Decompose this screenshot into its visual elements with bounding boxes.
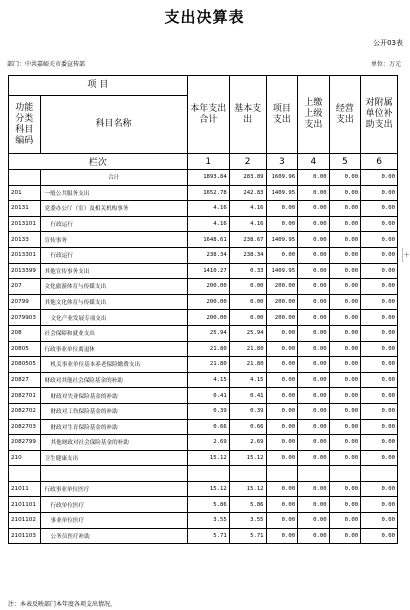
row-value-4: 0.00 (298, 450, 330, 466)
row-value-1: 1652.78 (187, 185, 229, 201)
report-title: 支出决算表 (164, 8, 245, 26)
row-value-4: 0.00 (298, 170, 330, 186)
table-row (9, 201, 398, 217)
row-value-5: 0.00 (329, 528, 361, 544)
row-value-4: 0.00 (298, 216, 330, 232)
row-value-5: 0.00 (329, 450, 361, 466)
row-value-3: 1409.95 (266, 185, 298, 201)
row-value-3: 200.00 (266, 294, 298, 310)
table-row (9, 216, 398, 232)
row-value-4: 0.00 (298, 247, 330, 263)
row-value-1: 0.39 (187, 403, 229, 419)
row-value-5: 0.00 (329, 216, 361, 232)
department-label: 部门：中共嘉峪关市委宣传部 (7, 61, 86, 68)
row-code: 20799 (9, 294, 41, 310)
table-row (9, 372, 398, 388)
table-row (9, 466, 398, 482)
row-value-3: 200.00 (266, 310, 298, 326)
row-value-2: 283.89 (229, 170, 266, 186)
row-value-1: 1410.27 (187, 263, 229, 279)
row-code: 2101103 (9, 528, 41, 544)
table-row (9, 170, 398, 186)
table-row (9, 497, 398, 513)
row-value-1: 15.12 (187, 481, 229, 497)
row-value-6: 0.00 (361, 481, 398, 497)
row-value-5: 0.00 (329, 279, 361, 295)
row-name: 社会保障和就业支出 (40, 325, 187, 341)
row-value-6: 0.00 (361, 279, 398, 295)
row-value-6: 0.00 (361, 216, 398, 232)
row-value-3: 0.00 (266, 435, 298, 451)
row-code: 20131 (9, 201, 41, 217)
row-value-3: 0.00 (266, 513, 298, 529)
row-value-5: 0.00 (329, 435, 361, 451)
row-code (9, 466, 41, 482)
table-row (9, 513, 398, 529)
row-value-5: 0.00 (329, 294, 361, 310)
row-value-5: 0.00 (329, 247, 361, 263)
table-row (9, 481, 398, 497)
seq-label: 栏次 (9, 154, 188, 170)
row-value-5: 0.00 (329, 341, 361, 357)
table-row (9, 341, 398, 357)
row-value-6: 0.00 (361, 247, 398, 263)
row-value-1: 238.34 (187, 247, 229, 263)
row-name: 财政对工伤保险基金的补助 (40, 403, 187, 419)
row-code: 201 (9, 185, 41, 201)
seq-4: 4 (298, 154, 330, 170)
row-name: 财政对失业保险基金的补助 (40, 388, 187, 404)
row-value-4: 0.00 (298, 435, 330, 451)
row-value-2: 5.86 (229, 497, 266, 513)
row-code: 2013399 (9, 263, 41, 279)
row-value-3: 1609.96 (266, 170, 298, 186)
row-value-6: 0.00 (361, 528, 398, 544)
seq-5: 5 (329, 154, 361, 170)
row-value-4: 0.00 (298, 310, 330, 326)
row-value-5: 0.00 (329, 357, 361, 373)
table-row (9, 185, 398, 201)
row-name: 其他文化体育与传媒支出 (40, 294, 187, 310)
table-row (9, 247, 398, 263)
col-header-total: 本年支出合计 (187, 76, 229, 154)
row-code: 2101102 (9, 513, 41, 529)
table-row (9, 450, 398, 466)
table-row (9, 232, 398, 248)
row-value-6: 0.00 (361, 450, 398, 466)
row-value-4: 0.00 (298, 279, 330, 295)
row-value-6: 0.00 (361, 497, 398, 513)
row-value-3: 0.00 (266, 403, 298, 419)
row-value-3: 0.00 (266, 247, 298, 263)
row-value-1: 200.00 (187, 294, 229, 310)
row-value-5: 0.00 (329, 497, 361, 513)
row-value-2 (229, 466, 266, 482)
row-value-4: 0.00 (298, 185, 330, 201)
row-value-5: 0.00 (329, 403, 361, 419)
row-value-1: 5.86 (187, 497, 229, 513)
row-value-3: 0.00 (266, 357, 298, 373)
row-code: 2082799 (9, 435, 41, 451)
row-value-6: 0.00 (361, 201, 398, 217)
row-value-1: 1893.84 (187, 170, 229, 186)
row-value-5: 0.00 (329, 170, 361, 186)
row-value-4: 0.00 (298, 481, 330, 497)
row-code: 208 (9, 325, 41, 341)
row-name: 行政单位医疗 (40, 497, 187, 513)
row-value-6: 0.00 (361, 357, 398, 373)
seq-1: 1 (187, 154, 229, 170)
row-value-2: 4.16 (229, 216, 266, 232)
table-row (9, 325, 398, 341)
row-value-3: 0.00 (266, 201, 298, 217)
row-value-3: 1409.95 (266, 232, 298, 248)
row-code: 2013301 (9, 247, 41, 263)
row-value-6: 0.00 (361, 263, 398, 279)
row-value-5: 0.00 (329, 481, 361, 497)
row-value-2: 0.00 (229, 279, 266, 295)
table-row (9, 263, 398, 279)
row-value-2: 25.94 (229, 325, 266, 341)
name-header: 科目名称 (40, 96, 187, 154)
row-value-2: 0.00 (229, 294, 266, 310)
row-value-1: 0.41 (187, 388, 229, 404)
row-value-6: 0.00 (361, 325, 398, 341)
row-value-1 (187, 466, 229, 482)
row-value-5: 0.00 (329, 388, 361, 404)
unit-label: 单位：万元 (370, 61, 401, 68)
row-code: 2082703 (9, 419, 41, 435)
row-value-1: 4.16 (187, 201, 229, 217)
row-name: 卫生健康支出 (40, 450, 187, 466)
row-value-6: 0.00 (361, 310, 398, 326)
row-name: 财政对生育保险基金的补助 (40, 419, 187, 435)
row-code: 2013101 (9, 216, 41, 232)
row-value-6: 0.00 (361, 513, 398, 529)
row-value-2: 4.16 (229, 201, 266, 217)
row-value-2: 15.12 (229, 450, 266, 466)
row-value-4: 0.00 (298, 232, 330, 248)
col-header-basic: 基本支出 (229, 76, 266, 154)
row-value-1: 0.66 (187, 419, 229, 435)
row-value-3: 0.00 (266, 341, 298, 357)
row-value-3: 0.00 (266, 325, 298, 341)
row-value-4: 0.00 (298, 513, 330, 529)
table-row (9, 419, 398, 435)
row-value-3: 0.00 (266, 372, 298, 388)
row-value-6: 0.00 (361, 372, 398, 388)
row-value-1: 4.16 (187, 216, 229, 232)
row-value-2: 238.67 (229, 232, 266, 248)
row-value-3 (266, 466, 298, 482)
row-value-2: 2.69 (229, 435, 266, 451)
row-value-1: 3.55 (187, 513, 229, 529)
row-value-6 (361, 466, 398, 482)
seq-6: 6 (361, 154, 398, 170)
row-name: 行政运行 (40, 216, 187, 232)
row-code: 2080505 (9, 357, 41, 373)
row-name: 行政事业单位离退休 (40, 341, 187, 357)
row-value-2: 4.15 (229, 372, 266, 388)
row-name: 文化产业发展专项支出 (40, 310, 187, 326)
row-name: 其他财政对社会保险基金的补助 (40, 435, 187, 451)
seq-2: 2 (229, 154, 266, 170)
row-code: 210 (9, 450, 41, 466)
row-value-3: 0.00 (266, 450, 298, 466)
row-value-2: 5.71 (229, 528, 266, 544)
row-code: 2101101 (9, 497, 41, 513)
row-name: 机关事业单位基本养老保险缴费支出 (40, 357, 187, 373)
row-value-2: 238.34 (229, 247, 266, 263)
seq-3: 3 (266, 154, 298, 170)
row-name: 公务员医疗补助 (40, 528, 187, 544)
table-row (9, 357, 398, 373)
expenditure-table (8, 75, 398, 544)
row-value-2: 15.12 (229, 481, 266, 497)
row-value-5: 0.00 (329, 201, 361, 217)
row-value-1: 21.80 (187, 341, 229, 357)
table-row (9, 388, 398, 404)
plus-icon[interactable]: + (402, 248, 409, 262)
row-name (40, 466, 187, 482)
row-value-4: 0.00 (298, 294, 330, 310)
row-value-3: 0.00 (266, 528, 298, 544)
row-value-6: 0.00 (361, 388, 398, 404)
row-value-6: 0.00 (361, 294, 398, 310)
table-row (9, 435, 398, 451)
row-value-2: 0.00 (229, 310, 266, 326)
row-value-6: 0.00 (361, 185, 398, 201)
row-value-6: 0.00 (361, 232, 398, 248)
col-header-remit: 上缴上级支出 (298, 76, 330, 154)
code-header: 功能分类科目编码 (9, 96, 41, 154)
row-code: 21011 (9, 481, 41, 497)
row-name: 一般公共服务支出 (40, 185, 187, 201)
row-value-3: 200.00 (266, 279, 298, 295)
row-value-4: 0.00 (298, 372, 330, 388)
row-name: 行政运行 (40, 247, 187, 263)
row-value-4: 0.00 (298, 419, 330, 435)
row-code: 20805 (9, 341, 41, 357)
row-name: 党委办公厅（室）及相关机构事务 (40, 201, 187, 217)
table-row (9, 403, 398, 419)
row-value-6: 0.00 (361, 341, 398, 357)
row-value-4: 0.00 (298, 263, 330, 279)
row-value-1: 200.00 (187, 279, 229, 295)
row-value-6: 0.00 (361, 170, 398, 186)
row-value-1: 21.80 (187, 357, 229, 373)
row-value-2: 3.55 (229, 513, 266, 529)
row-value-3: 0.00 (266, 388, 298, 404)
row-value-4 (298, 466, 330, 482)
row-name: 事业单位医疗 (40, 513, 187, 529)
project-header: 项 目 (9, 76, 188, 96)
row-value-1: 2.69 (187, 435, 229, 451)
form-number: 公开03表 (373, 39, 403, 47)
table-row (9, 294, 398, 310)
row-value-4: 0.00 (298, 497, 330, 513)
row-value-4: 0.00 (298, 357, 330, 373)
row-value-5: 0.00 (329, 232, 361, 248)
row-value-6: 0.00 (361, 419, 398, 435)
row-name: 宣传事务 (40, 232, 187, 248)
row-value-2: 0.66 (229, 419, 266, 435)
table-row (9, 310, 398, 326)
row-value-5: 0.00 (329, 419, 361, 435)
col-header-operating: 经营支出 (329, 76, 361, 154)
row-value-1: 25.94 (187, 325, 229, 341)
row-value-5: 0.00 (329, 325, 361, 341)
row-value-2: 21.80 (229, 357, 266, 373)
row-code: 2082702 (9, 403, 41, 419)
row-value-6: 0.00 (361, 403, 398, 419)
table-row (9, 279, 398, 295)
row-value-2: 0.41 (229, 388, 266, 404)
row-value-2: 0.33 (229, 263, 266, 279)
row-code: 20133 (9, 232, 41, 248)
row-value-3: 0.00 (266, 419, 298, 435)
row-code: 2082701 (9, 388, 41, 404)
header-row-seq (9, 154, 398, 170)
row-value-4: 0.00 (298, 528, 330, 544)
row-value-4: 0.00 (298, 201, 330, 217)
row-value-5: 0.00 (329, 372, 361, 388)
row-value-4: 0.00 (298, 388, 330, 404)
row-value-5: 0.00 (329, 185, 361, 201)
row-name: 文化旅游体育与传媒支出 (40, 279, 187, 295)
row-value-5: 0.00 (329, 513, 361, 529)
row-value-3: 0.00 (266, 481, 298, 497)
header-row-project (9, 76, 398, 96)
row-value-3: 1409.95 (266, 263, 298, 279)
row-value-1: 1648.61 (187, 232, 229, 248)
row-name: 财政对其他社会保险基金的补助 (40, 372, 187, 388)
row-value-2: 0.39 (229, 403, 266, 419)
row-value-5: 0.00 (329, 263, 361, 279)
row-value-4: 0.00 (298, 325, 330, 341)
row-value-3: 0.00 (266, 497, 298, 513)
row-value-3: 0.00 (266, 216, 298, 232)
row-name: 其他宣传事务支出 (40, 263, 187, 279)
col-header-subsidy: 对附属单位补助支出 (361, 76, 398, 154)
row-value-6: 0.00 (361, 435, 398, 451)
row-code: 207 (9, 279, 41, 295)
row-value-1: 15.12 (187, 450, 229, 466)
row-name: 行政事业单位医疗 (40, 481, 187, 497)
row-code (9, 170, 41, 186)
row-value-1: 5.71 (187, 528, 229, 544)
row-value-4: 0.00 (298, 341, 330, 357)
table-row (9, 528, 398, 544)
row-value-2: 242.83 (229, 185, 266, 201)
row-code: 20827 (9, 372, 41, 388)
col-header-project: 项目支出 (266, 76, 298, 154)
row-value-5: 0.00 (329, 310, 361, 326)
row-value-1: 4.15 (187, 372, 229, 388)
row-value-5 (329, 466, 361, 482)
row-value-4: 0.00 (298, 403, 330, 419)
row-value-2: 21.80 (229, 341, 266, 357)
row-code: 2079903 (9, 310, 41, 326)
footnote: 注：本表反映部门本年度各项支出情况。 (8, 601, 117, 608)
row-name: 合计 (40, 170, 187, 186)
row-value-1: 200.00 (187, 310, 229, 326)
